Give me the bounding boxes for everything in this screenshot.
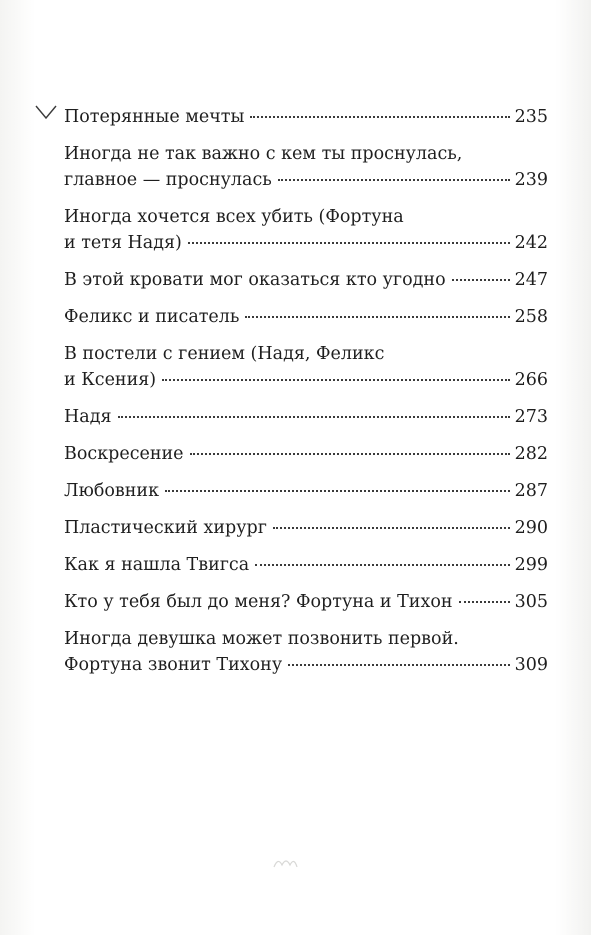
toc-entry-title: В постели с гением (Надя, Феликс xyxy=(64,344,385,364)
toc-dot-leader xyxy=(452,279,510,281)
toc-entry-line xyxy=(64,204,548,230)
toc-entry xyxy=(64,478,548,504)
toc-entry xyxy=(64,104,548,130)
toc-page-number: 239 xyxy=(514,170,548,190)
toc-entry-title: главное — проснулась xyxy=(64,170,272,190)
toc-entry-line xyxy=(64,626,548,652)
toc-entry xyxy=(64,267,548,293)
toc-entry-title: Пластический хирург xyxy=(64,518,267,538)
toc-entry-title: Потерянные мечты xyxy=(64,107,245,127)
toc-entry-title: Кто у тебя был до меня? Фортуна и Тихон xyxy=(64,592,453,612)
toc-entry-title: Надя xyxy=(64,407,112,427)
toc-entry xyxy=(64,141,548,193)
toc-entry-final-line xyxy=(64,478,548,504)
toc-entry-final-line xyxy=(64,367,548,393)
toc-dot-leader xyxy=(278,179,510,181)
toc-entry-final-line xyxy=(64,589,548,615)
toc-dot-leader xyxy=(273,527,510,529)
toc-page-number: 235 xyxy=(514,107,548,127)
toc-entry xyxy=(64,304,548,330)
toc-entry-final-line xyxy=(64,104,548,130)
toc-entry-title: Фортуна звонит Тихону xyxy=(64,655,283,675)
toc-page-number: 266 xyxy=(514,370,548,390)
toc-entry-final-line xyxy=(64,167,548,193)
toc-entry xyxy=(64,515,548,541)
toc-page-number: 258 xyxy=(514,307,548,327)
toc-page-number: 242 xyxy=(514,233,548,253)
toc-entry-title: и тетя Надя) xyxy=(64,233,182,253)
toc-entry-final-line xyxy=(64,230,548,256)
toc-dot-leader xyxy=(162,379,510,381)
toc-entry-title: Феликс и писатель xyxy=(64,307,240,327)
toc-entry-title: Любовник xyxy=(64,481,160,501)
toc-page-number: 305 xyxy=(514,592,548,612)
toc-entry-final-line xyxy=(64,552,548,578)
toc-dot-leader xyxy=(459,601,510,603)
toc-entry-final-line xyxy=(64,652,548,678)
bleed-through-mark-icon xyxy=(270,855,300,869)
toc-entry-title: и Ксения) xyxy=(64,370,157,390)
toc-dot-leader xyxy=(255,564,510,566)
toc-entry-title: Иногда не так важно с кем ты проснулась, xyxy=(64,144,463,164)
toc-page-number: 287 xyxy=(514,481,548,501)
toc-entry xyxy=(64,204,548,256)
toc-entry xyxy=(64,589,548,615)
toc-entry-line xyxy=(64,141,548,167)
toc-page-number: 273 xyxy=(514,407,548,427)
toc-entry-line xyxy=(64,341,548,367)
toc-dot-leader xyxy=(190,453,510,455)
toc-entry-final-line xyxy=(64,267,548,293)
toc-dot-leader xyxy=(288,664,510,666)
toc-entry xyxy=(64,341,548,393)
toc-page-number: 247 xyxy=(514,270,548,290)
toc-page-number: 290 xyxy=(514,518,548,538)
toc-dot-leader xyxy=(245,316,510,318)
toc-entry xyxy=(64,404,548,430)
toc-page-number: 309 xyxy=(514,655,548,675)
toc-dot-leader xyxy=(250,116,510,118)
toc-entry-title: Иногда девушка может позвонить первой. xyxy=(64,629,459,649)
toc-entry xyxy=(64,552,548,578)
table-of-contents xyxy=(64,104,548,689)
toc-dot-leader xyxy=(165,490,510,492)
toc-entry-title: Как я нашла Твигса xyxy=(64,555,250,575)
toc-entry-title: В этой кровати мог оказаться кто угодно xyxy=(64,270,446,290)
toc-entry-final-line xyxy=(64,515,548,541)
toc-entry xyxy=(64,441,548,467)
toc-entry-title: Иногда хочется всех убить (Фортуна xyxy=(64,207,404,227)
toc-entry-final-line xyxy=(64,441,548,467)
toc-entry-final-line xyxy=(64,404,548,430)
toc-entry-title: Воскресение xyxy=(64,444,184,464)
toc-dot-leader xyxy=(188,242,510,244)
toc-entry xyxy=(64,626,548,678)
toc-page-number: 299 xyxy=(514,555,548,575)
toc-page-number: 282 xyxy=(514,444,548,464)
toc-entry-final-line xyxy=(64,304,548,330)
toc-dot-leader xyxy=(118,416,510,418)
fold-mark-icon xyxy=(34,104,58,128)
